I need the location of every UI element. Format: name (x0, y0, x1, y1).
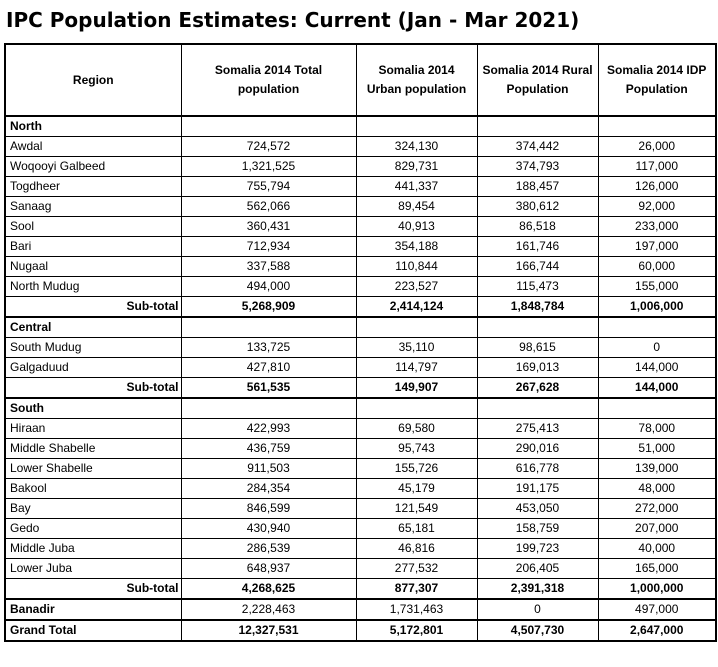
section-row (5, 317, 716, 338)
cell-urban-population: 1,731,463 (356, 599, 477, 620)
column-header-rural-population: Somalia 2014 Rural Population (477, 44, 598, 116)
cell-total-population: 5,268,909 (181, 297, 356, 318)
cell-idp-population (598, 317, 716, 338)
cell-rural-population: 206,405 (477, 559, 598, 579)
table-row (5, 479, 716, 499)
table-row (5, 559, 716, 579)
cell-total-population: 286,539 (181, 539, 356, 559)
cell-idp-population: 497,000 (598, 599, 716, 620)
cell-idp-population (598, 116, 716, 137)
cell-region: Nugaal (5, 257, 181, 277)
table-row (5, 599, 716, 620)
cell-rural-population: 267,628 (477, 378, 598, 399)
table-row (5, 338, 716, 358)
cell-total-population: 561,535 (181, 378, 356, 399)
cell-idp-population: 139,000 (598, 459, 716, 479)
table-row (5, 358, 716, 378)
cell-total-population: 430,940 (181, 519, 356, 539)
cell-idp-population: 272,000 (598, 499, 716, 519)
cell-rural-population: 166,744 (477, 257, 598, 277)
cell-idp-population: 126,000 (598, 177, 716, 197)
cell-total-population: 562,066 (181, 197, 356, 217)
cell-rural-population: 275,413 (477, 419, 598, 439)
cell-urban-population: 277,532 (356, 559, 477, 579)
section-row (5, 116, 716, 137)
cell-region: Woqooyi Galbeed (5, 157, 181, 177)
cell-total-population: 724,572 (181, 137, 356, 157)
cell-idp-population: 51,000 (598, 439, 716, 459)
cell-idp-population: 117,000 (598, 157, 716, 177)
cell-total-population: 712,934 (181, 237, 356, 257)
cell-total-population: 360,431 (181, 217, 356, 237)
cell-region: Sub-total (5, 579, 181, 600)
cell-region: Sub-total (5, 378, 181, 399)
cell-idp-population: 0 (598, 338, 716, 358)
cell-urban-population: 114,797 (356, 358, 477, 378)
cell-urban-population: 149,907 (356, 378, 477, 399)
cell-total-population: 4,268,625 (181, 579, 356, 600)
cell-total-population: 133,725 (181, 338, 356, 358)
cell-urban-population: 5,172,801 (356, 620, 477, 641)
cell-urban-population: 223,527 (356, 277, 477, 297)
table-row (5, 217, 716, 237)
cell-idp-population: 155,000 (598, 277, 716, 297)
table-row (5, 137, 716, 157)
cell-urban-population: 40,913 (356, 217, 477, 237)
cell-region: Lower Shabelle (5, 459, 181, 479)
grand-total-row (5, 620, 716, 641)
cell-idp-population: 92,000 (598, 197, 716, 217)
cell-region: Gedo (5, 519, 181, 539)
cell-rural-population: 2,391,318 (477, 579, 598, 600)
cell-urban-population: 829,731 (356, 157, 477, 177)
cell-total-population: 846,599 (181, 499, 356, 519)
cell-region: Central (5, 317, 181, 338)
column-header-urban-population: Somalia 2014 Urban population (356, 44, 477, 116)
cell-rural-population (477, 317, 598, 338)
table-row (5, 519, 716, 539)
cell-rural-population: 380,612 (477, 197, 598, 217)
cell-urban-population: 46,816 (356, 539, 477, 559)
cell-rural-population: 191,175 (477, 479, 598, 499)
table-row (5, 439, 716, 459)
table-row (5, 539, 716, 559)
cell-urban-population: 45,179 (356, 479, 477, 499)
table-header-row (5, 44, 716, 116)
cell-urban-population: 110,844 (356, 257, 477, 277)
cell-region: North Mudug (5, 277, 181, 297)
cell-urban-population: 877,307 (356, 579, 477, 600)
table-row (5, 499, 716, 519)
column-header-idp-population: Somalia 2014 IDP Population (598, 44, 716, 116)
cell-idp-population: 40,000 (598, 539, 716, 559)
cell-total-population: 337,588 (181, 257, 356, 277)
cell-idp-population: 26,000 (598, 137, 716, 157)
cell-idp-population: 197,000 (598, 237, 716, 257)
cell-total-population (181, 116, 356, 137)
subtotal-row (5, 579, 716, 600)
cell-region: Awdal (5, 137, 181, 157)
cell-urban-population: 324,130 (356, 137, 477, 157)
cell-rural-population: 169,013 (477, 358, 598, 378)
cell-urban-population: 89,454 (356, 197, 477, 217)
cell-urban-population: 2,414,124 (356, 297, 477, 318)
column-header-total-population: Somalia 2014 Total population (181, 44, 356, 116)
cell-rural-population (477, 116, 598, 137)
cell-region: Bay (5, 499, 181, 519)
table-row (5, 197, 716, 217)
table-row (5, 459, 716, 479)
cell-rural-population: 199,723 (477, 539, 598, 559)
table-row (5, 277, 716, 297)
cell-region: Bari (5, 237, 181, 257)
cell-urban-population (356, 398, 477, 419)
cell-region: Middle Juba (5, 539, 181, 559)
table-row (5, 237, 716, 257)
cell-total-population: 1,321,525 (181, 157, 356, 177)
cell-idp-population: 2,647,000 (598, 620, 716, 641)
cell-idp-population: 1,006,000 (598, 297, 716, 318)
cell-rural-population: 1,848,784 (477, 297, 598, 318)
population-table (4, 43, 717, 642)
cell-total-population: 12,327,531 (181, 620, 356, 641)
cell-total-population: 755,794 (181, 177, 356, 197)
cell-region: Hiraan (5, 419, 181, 439)
cell-region: Grand Total (5, 620, 181, 641)
cell-idp-population: 165,000 (598, 559, 716, 579)
cell-idp-population: 60,000 (598, 257, 716, 277)
cell-total-population: 648,937 (181, 559, 356, 579)
cell-idp-population: 233,000 (598, 217, 716, 237)
cell-rural-population: 4,507,730 (477, 620, 598, 641)
cell-idp-population: 78,000 (598, 419, 716, 439)
cell-urban-population: 121,549 (356, 499, 477, 519)
cell-urban-population: 354,188 (356, 237, 477, 257)
cell-rural-population: 0 (477, 599, 598, 620)
cell-region: South Mudug (5, 338, 181, 358)
table-row (5, 419, 716, 439)
cell-rural-population: 453,050 (477, 499, 598, 519)
cell-total-population: 494,000 (181, 277, 356, 297)
cell-urban-population: 65,181 (356, 519, 477, 539)
cell-total-population: 436,759 (181, 439, 356, 459)
cell-region: Galgaduud (5, 358, 181, 378)
cell-rural-population: 98,615 (477, 338, 598, 358)
cell-idp-population: 144,000 (598, 378, 716, 399)
cell-urban-population: 441,337 (356, 177, 477, 197)
cell-total-population: 427,810 (181, 358, 356, 378)
cell-rural-population: 161,746 (477, 237, 598, 257)
subtotal-row (5, 297, 716, 318)
section-row (5, 398, 716, 419)
cell-rural-population: 616,778 (477, 459, 598, 479)
cell-idp-population: 144,000 (598, 358, 716, 378)
cell-region: North (5, 116, 181, 137)
cell-region: Sool (5, 217, 181, 237)
table-row (5, 177, 716, 197)
cell-urban-population (356, 116, 477, 137)
cell-region: Sanaag (5, 197, 181, 217)
cell-total-population: 2,228,463 (181, 599, 356, 620)
cell-region: South (5, 398, 181, 419)
page-title: IPC Population Estimates: Current (Jan - Mar 2021) (6, 8, 580, 32)
cell-region: Togdheer (5, 177, 181, 197)
cell-urban-population: 35,110 (356, 338, 477, 358)
cell-idp-population: 1,000,000 (598, 579, 716, 600)
cell-urban-population: 69,580 (356, 419, 477, 439)
cell-region: Banadir (5, 599, 181, 620)
cell-idp-population (598, 398, 716, 419)
cell-urban-population (356, 317, 477, 338)
cell-total-population: 422,993 (181, 419, 356, 439)
cell-rural-population: 290,016 (477, 439, 598, 459)
cell-rural-population (477, 398, 598, 419)
table-row (5, 257, 716, 277)
cell-urban-population: 95,743 (356, 439, 477, 459)
cell-idp-population: 207,000 (598, 519, 716, 539)
cell-region: Sub-total (5, 297, 181, 318)
cell-rural-population: 374,793 (477, 157, 598, 177)
cell-region: Bakool (5, 479, 181, 499)
cell-rural-population: 374,442 (477, 137, 598, 157)
cell-total-population: 284,354 (181, 479, 356, 499)
cell-total-population (181, 398, 356, 419)
cell-rural-population: 115,473 (477, 277, 598, 297)
cell-rural-population: 86,518 (477, 217, 598, 237)
column-header-region: Region (5, 44, 181, 116)
cell-total-population (181, 317, 356, 338)
subtotal-row (5, 378, 716, 399)
cell-rural-population: 158,759 (477, 519, 598, 539)
cell-region: Middle Shabelle (5, 439, 181, 459)
cell-total-population: 911,503 (181, 459, 356, 479)
table-row (5, 157, 716, 177)
table-body (5, 116, 716, 641)
cell-idp-population: 48,000 (598, 479, 716, 499)
cell-rural-population: 188,457 (477, 177, 598, 197)
cell-region: Lower Juba (5, 559, 181, 579)
cell-urban-population: 155,726 (356, 459, 477, 479)
